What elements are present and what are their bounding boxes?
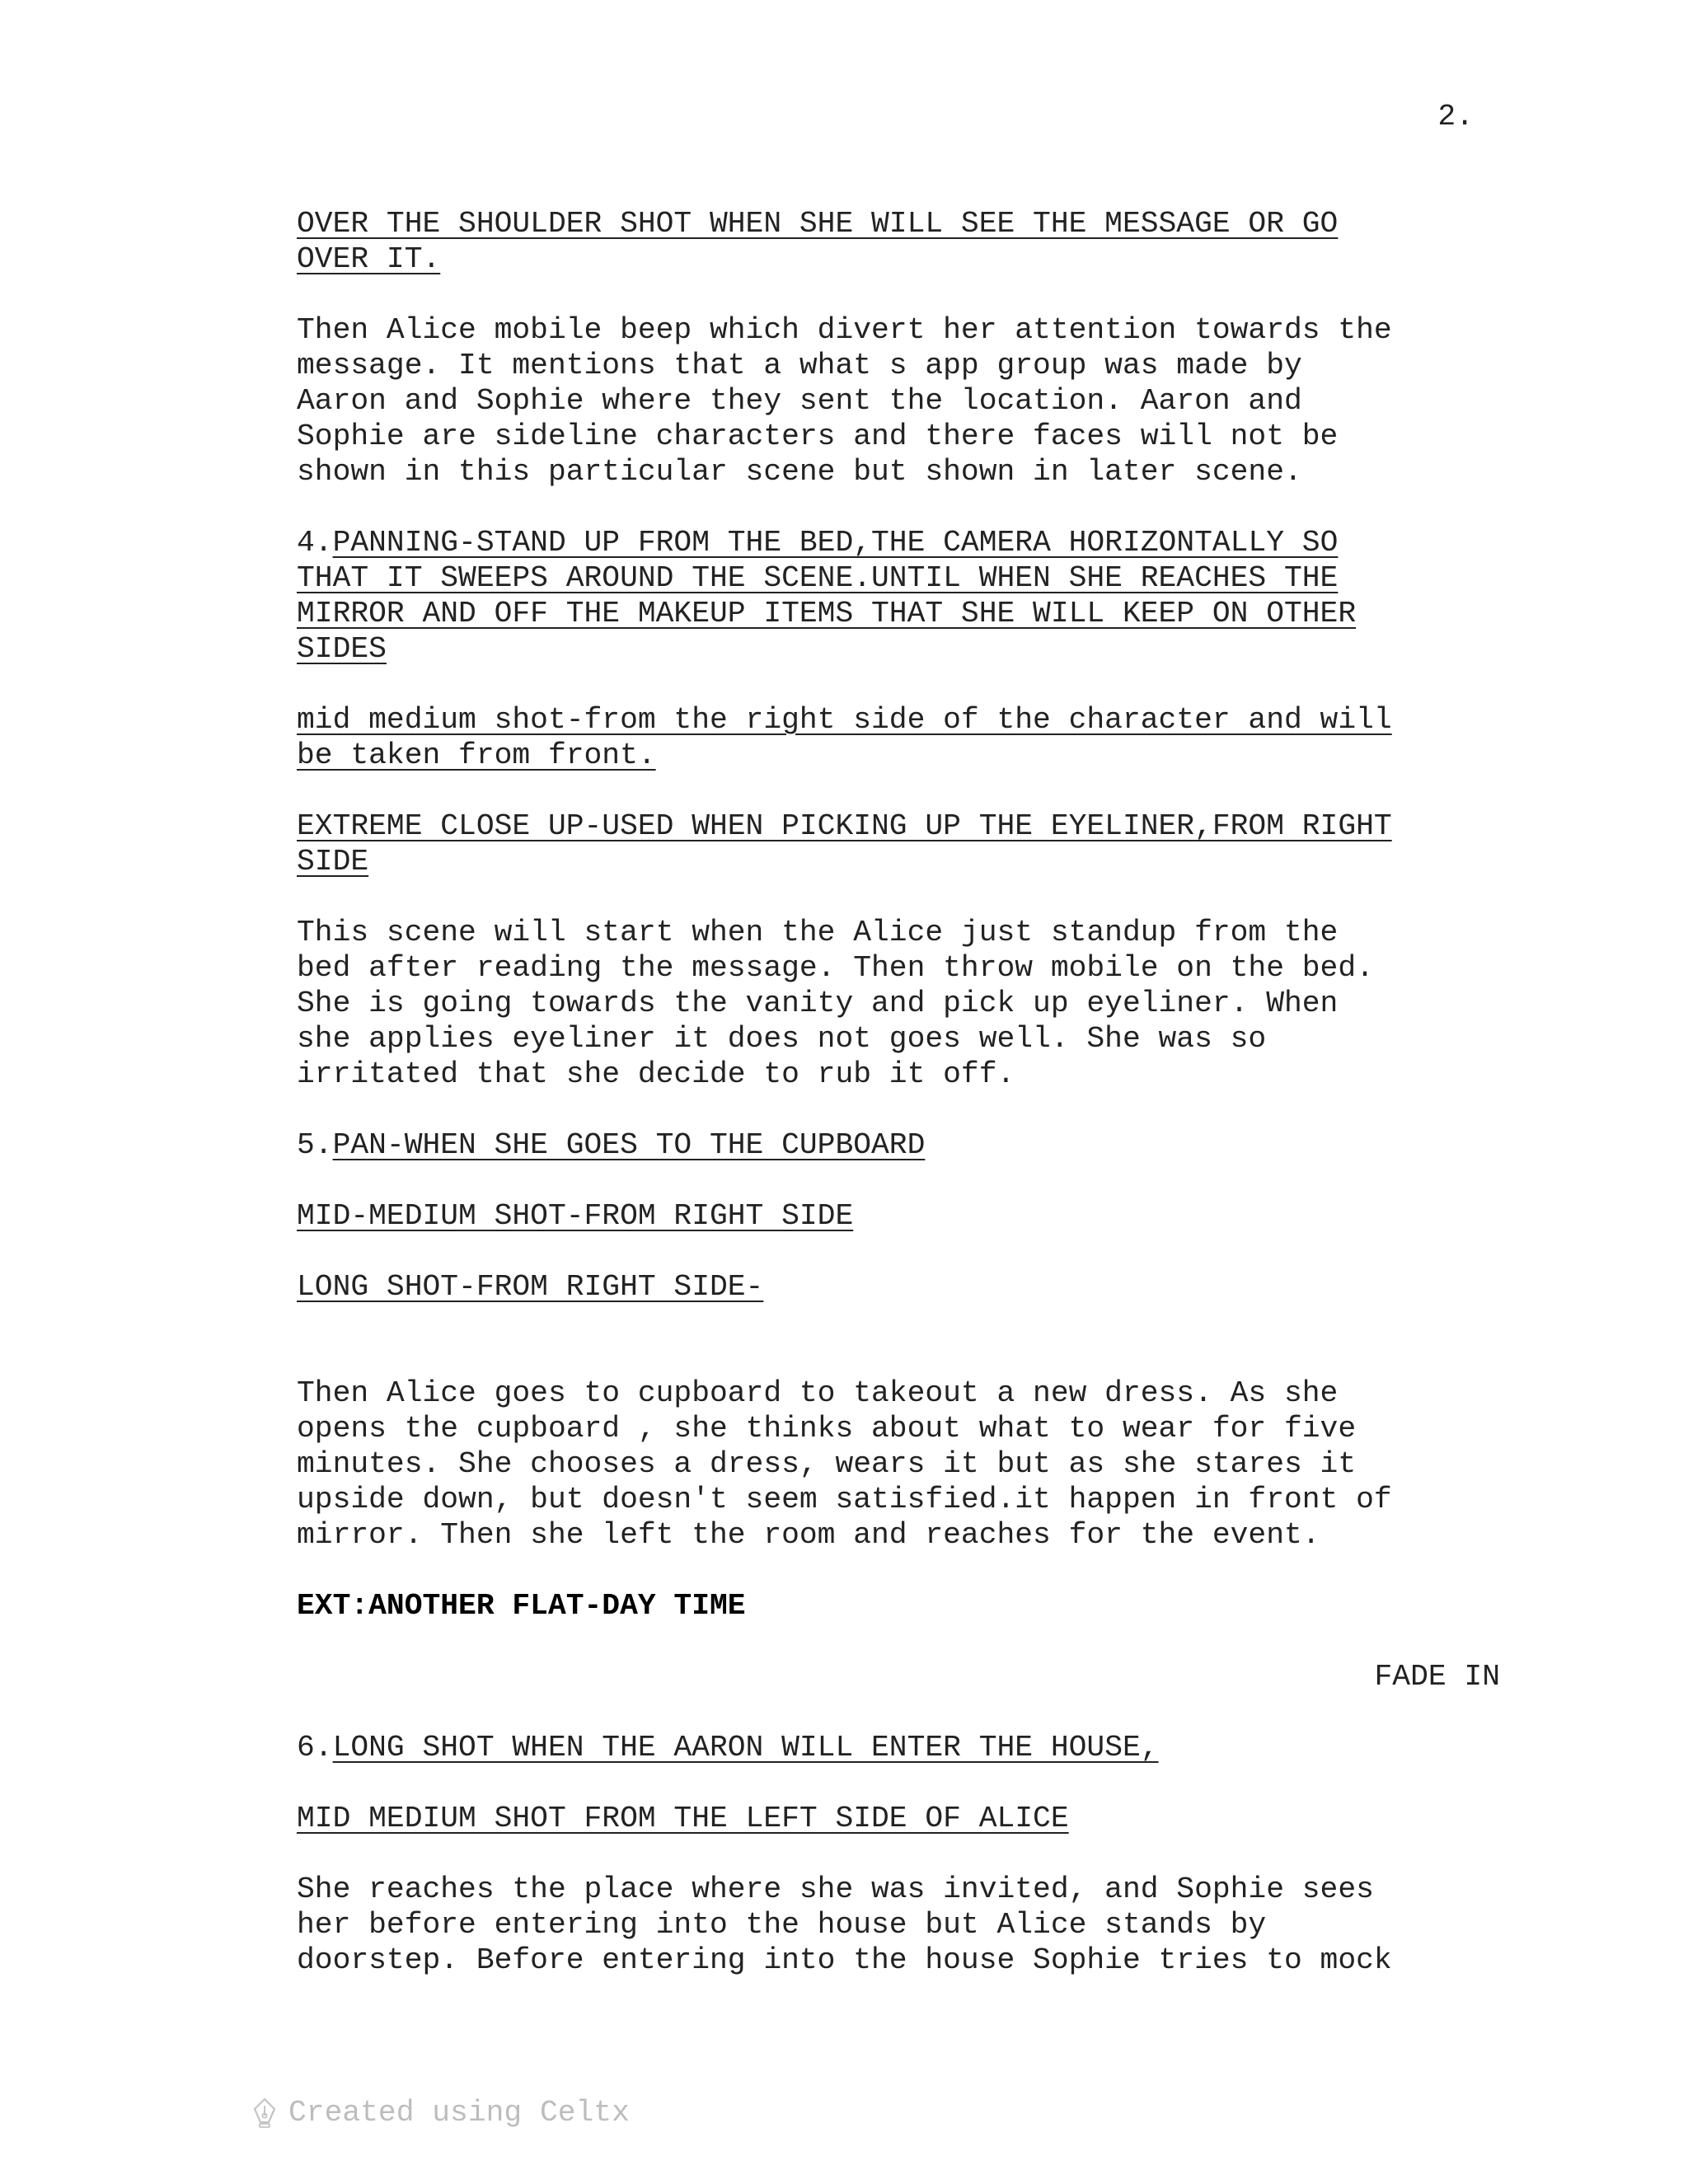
line-text: EXT:ANOTHER FLAT-DAY TIME <box>297 1589 746 1623</box>
script-line <box>297 844 1500 879</box>
line-text: Aaron and Sophie where they sent the location. Aaron and <box>297 384 1302 418</box>
page-number: 2. <box>1437 100 1474 134</box>
action-paragraph <box>297 312 1500 490</box>
script-line <box>297 525 1500 560</box>
line-text: message. It mentions that a what s app group was made by <box>297 349 1302 382</box>
shot-direction <box>297 1801 1500 1836</box>
line-text: bed after reading the message. Then throw mobile on the bed. <box>297 951 1374 985</box>
script-line <box>297 1376 1500 1411</box>
script-line <box>297 241 1500 277</box>
line-text: Then Alice goes to cupboard to takeout a new dress. As she <box>297 1376 1339 1410</box>
script-line <box>297 1446 1500 1482</box>
line-text: OVER IT. <box>297 242 441 276</box>
line-text: minutes. She chooses a dress, wears it but as she stares it <box>297 1447 1357 1481</box>
line-text: SIDE <box>297 845 369 879</box>
line-text: PAN-WHEN SHE GOES TO THE CUPBOARD <box>332 1128 926 1162</box>
script-line <box>297 1198 1500 1234</box>
script-line <box>297 383 1500 419</box>
script-line <box>297 454 1500 490</box>
transition <box>297 1659 1500 1694</box>
script-line <box>297 738 1500 773</box>
shot-direction <box>297 1269 1500 1305</box>
script-line <box>297 986 1500 1021</box>
script-line <box>297 1801 1500 1836</box>
line-text: mirror. Then she left the room and reaches for the event. <box>297 1518 1320 1552</box>
line-text: doorstep. Before entering into the house Sophie tries to mock <box>297 1943 1392 1977</box>
script-line <box>297 702 1500 738</box>
script-line <box>297 1269 1500 1305</box>
script-line <box>297 596 1500 631</box>
line-text: LONG SHOT WHEN THE AARON WILL ENTER THE HOUSE, <box>332 1731 1159 1765</box>
script-body <box>297 206 1500 2013</box>
script-line <box>297 1588 1500 1624</box>
script-line <box>297 631 1500 667</box>
footer-text: Created using Celtx <box>288 2096 630 2130</box>
script-line <box>297 348 1500 383</box>
line-text: OVER THE SHOULDER SHOT WHEN SHE WILL SEE THE MESSAGE OR GO <box>297 207 1339 241</box>
script-line <box>297 419 1500 454</box>
line-text: Then Alice mobile beep which divert her attention towards the <box>297 313 1392 347</box>
shot-direction <box>297 1198 1500 1234</box>
shot-number: 6. <box>297 1731 333 1765</box>
line-text: MID-MEDIUM SHOT-FROM RIGHT SIDE <box>297 1199 854 1233</box>
script-line <box>297 950 1500 986</box>
line-text: FADE IN <box>1374 1660 1500 1694</box>
footer <box>252 2095 630 2130</box>
line-text: upside down, but doesn't seem satisfied.it happen in front of <box>297 1483 1392 1516</box>
shot-direction <box>297 808 1500 879</box>
line-text: MID MEDIUM SHOT FROM THE LEFT SIDE OF ALICE <box>297 1802 1069 1835</box>
script-line <box>297 1730 1500 1765</box>
line-text: be taken from front. <box>297 738 656 772</box>
script-line <box>297 1517 1500 1553</box>
script-line <box>297 1907 1500 1943</box>
line-text: shown in this particular scene but shown in later scene. <box>297 455 1302 489</box>
line-text: she applies eyeliner it does not goes well. She was so <box>297 1022 1267 1056</box>
line-text: EXTREME CLOSE UP-USED WHEN PICKING UP THE EYELINER,FROM RIGHT <box>297 809 1392 843</box>
script-line <box>297 1411 1500 1446</box>
line-text: MIRROR AND OFF THE MAKEUP ITEMS THAT SHE WILL KEEP ON OTHER <box>297 597 1357 630</box>
pen-nib-icon <box>252 2097 277 2129</box>
scene-heading <box>297 1588 1500 1624</box>
line-text: SIDES <box>297 632 387 666</box>
line-text: opens the cupboard , she thinks about what to wear for five <box>297 1412 1357 1446</box>
line-text: She is going towards the vanity and pick up eyeliner. When <box>297 987 1339 1020</box>
script-line <box>297 1127 1500 1163</box>
script-line <box>297 808 1500 844</box>
script-line <box>297 1482 1500 1517</box>
line-text: irritated that she decide to rub it off. <box>297 1057 1015 1091</box>
line-text: LONG SHOT-FROM RIGHT SIDE- <box>297 1270 764 1304</box>
action-paragraph <box>297 1376 1500 1553</box>
action-paragraph <box>297 1872 1500 1978</box>
script-line <box>297 1021 1500 1057</box>
action-paragraph <box>297 915 1500 1092</box>
script-line <box>297 560 1500 596</box>
numbered-shot <box>297 525 1500 667</box>
script-line <box>297 1943 1500 1978</box>
script-line <box>297 1057 1500 1092</box>
script-line <box>297 312 1500 348</box>
line-text: her before entering into the house but Alice stands by <box>297 1908 1267 1942</box>
line-text: Sophie are sideline characters and there faces will not be <box>297 419 1339 453</box>
line-text: mid medium shot-from the right side of the character and will <box>297 703 1392 737</box>
script-line <box>297 1659 1500 1694</box>
shot-direction <box>297 702 1500 773</box>
line-text: This scene will start when the Alice just standup from the <box>297 916 1339 949</box>
shot-number: 4. <box>297 526 333 560</box>
line-text: PANNING-STAND UP FROM THE BED,THE CAMERA HORIZONTALLY SO <box>332 526 1339 560</box>
script-line <box>297 206 1500 241</box>
shot-direction <box>297 206 1500 277</box>
script-line <box>297 915 1500 950</box>
shot-number: 5. <box>297 1128 333 1162</box>
line-text: THAT IT SWEEPS AROUND THE SCENE.UNTIL WHEN SHE REACHES THE <box>297 561 1339 595</box>
numbered-shot <box>297 1730 1500 1765</box>
line-text: She reaches the place where she was invited, and Sophie sees <box>297 1872 1374 1906</box>
script-line <box>297 1872 1500 1907</box>
numbered-shot <box>297 1127 1500 1163</box>
blank-line <box>297 1340 1500 1376</box>
